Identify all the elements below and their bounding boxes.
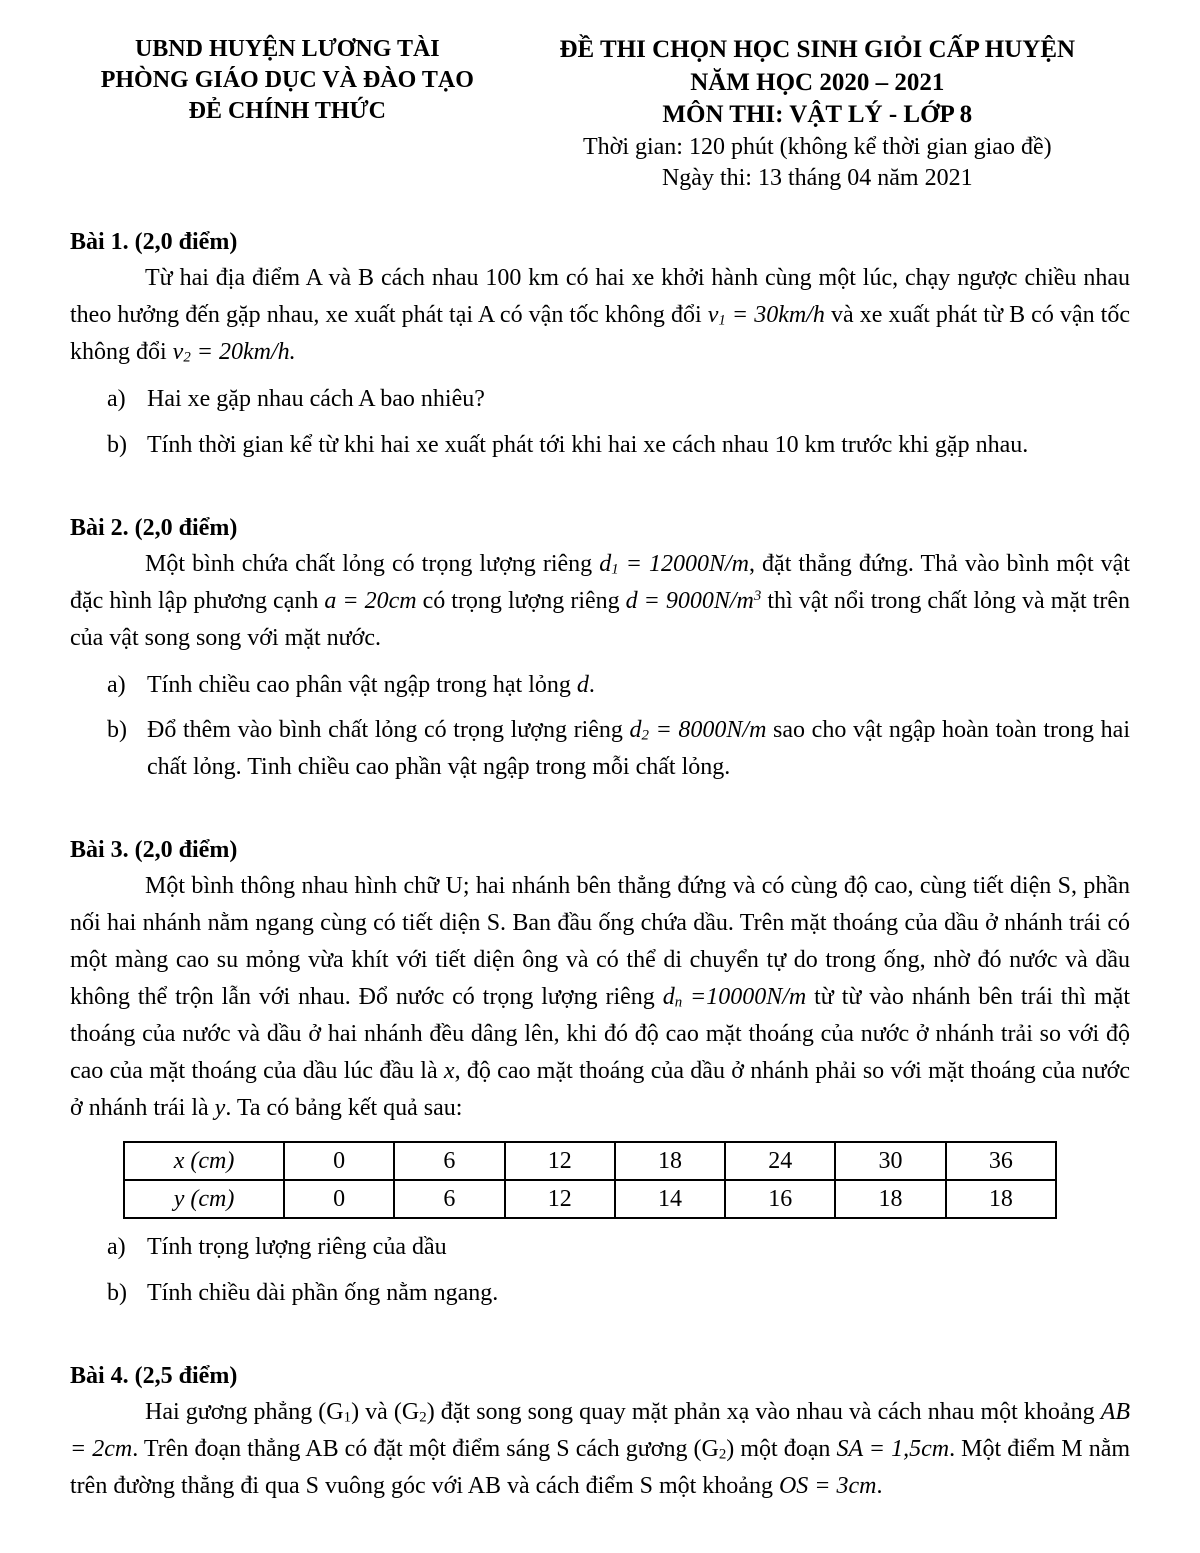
issuer-block [70, 34, 505, 194]
official-exam-label: ĐẺ CHÍNH THỨC [188, 98, 386, 125]
bai3-paragraph: Một bình thông nhau hình chữ U; hai nhánh bên thẳng đứng và có cùng độ cao, cùng tiết diện S, phần nối hai nhánh nằm ngang cùng có tiết diện S. Ban đầu ống chứa dầu. Trên mặt thoáng của dầu ở nhánh trái có một màng cao su mỏng vừa khít với tiết diện ông và có thể di chuyển tự do trong ống, nhờ đó nước và dầu không thể trộn lẫn với nhau. Đổ nước có trọng lượng riêng $d_n =10000N/m$ từ từ vào nhánh bên trái thì mặt thoáng của nước và dầu ở hai nhánh đều dâng lên, khi đó độ cao mặt thoáng của nước ở nhánh trải so với độ cao của mặt thoáng của dầu lúc đầu là x, độ cao mặt thoáng của dầu ở nhánh phải so với mặt thoáng của nước ở nhánh trái là y. Ta có bảng kết quả sau: [70, 873, 1131, 1122]
question-text: Tính trọng lượng riêng của dầu [147, 1234, 447, 1261]
duration-line: Thời gian: 120 phút (không kể thời gian giao đề) [582, 133, 1052, 160]
subject-line: MÔN THI: VẬT LÝ - LỚP 8 [662, 101, 973, 128]
question-marker: b) [107, 1279, 127, 1306]
bai4-heading: Bài 4. (2,5 điểm) [70, 1362, 238, 1389]
question-item [107, 381, 1130, 418]
question-marker: a) [107, 671, 126, 698]
value-cell: 0 [284, 1142, 394, 1180]
bai2-paragraph: Một bình chứa chất lỏng có trọng lượng riêng $d_1 = 12000N/m$, đặt thẳng đứng. Thả vào bình một vật đặc hình lập phương cạnh a = 20cm có trọng lượng riêng $d = 9000N/m^3$ thì vật nổi trong chất lỏng và mặt trên của vật song song với mặt nước. [70, 550, 1131, 651]
exam-header [70, 34, 1130, 194]
row-label-cell: y (cm) [124, 1180, 284, 1218]
bai3-questions [107, 1229, 1130, 1312]
bai1-questions [107, 381, 1130, 464]
bai2-heading: Bài 2. (2,0 điểm) [70, 514, 238, 541]
question-item [107, 712, 1130, 786]
section-bai-3 [70, 832, 1130, 1312]
school-year: NĂM HỌC 2020 – 2021 [690, 68, 945, 96]
question-text: Tính chiều cao phân vật ngập trong hạt lỏng d. [147, 671, 595, 698]
department-name: PHÒNG GIÁO DỤC VÀ ĐÀO TẠO [100, 67, 474, 94]
value-cell: 16 [725, 1180, 835, 1218]
value-cell: 12 [505, 1180, 615, 1218]
question-marker: b) [107, 431, 127, 458]
bai1-paragraph: Từ hai địa điểm A và B cách nhau 100 km có hai xe khởi hành cùng một lúc, chạy ngược chiều nhau theo hưởng đến gặp nhau, xe xuất phát tại A có vận tốc không đổi $v_1 = 30km/h$ và xe xuất phát từ B có vận tốc không đổi $v_2 = 20km/h$. [70, 264, 1130, 366]
question-text: Tính chiều dài phần ống nằm ngang. [147, 1279, 499, 1306]
bai1-heading: Bài 1. (2,0 điểm) [70, 228, 238, 255]
value-cell: 14 [615, 1180, 725, 1218]
question-text: Hai xe gặp nhau cách A bao nhiêu? [147, 385, 485, 412]
question-marker: a) [107, 385, 126, 412]
value-cell: 6 [394, 1180, 504, 1218]
question-text: Đổ thêm vào bình chất lỏng có trọng lượng riêng $d_2 = 8000N/m$ sao cho vật ngập hoàn toàn trong hai chất lỏng. Tinh chiều cao phần vật ngập trong mỗi chất lỏng. [147, 717, 1130, 781]
value-cell: 18 [615, 1142, 725, 1180]
value-cell: 6 [394, 1142, 504, 1180]
question-item [107, 427, 1130, 464]
value-cell: 12 [505, 1142, 615, 1180]
value-cell: 18 [946, 1180, 1056, 1218]
section-bai-4 [70, 1358, 1130, 1505]
bai2-questions [107, 667, 1130, 787]
question-item [107, 1275, 1130, 1312]
value-cell: 24 [725, 1142, 835, 1180]
question-item [107, 1229, 1130, 1266]
bai3-data-table [123, 1141, 1057, 1219]
bai4-paragraph: Hai gương phẳng $(G_1)$ và $(G_2)$ đặt song song quay mặt phản xạ vào nhau và cách nhau một khoảng AB = 2cm. Trên đoạn thẳng AB có đặt một điểm sáng S cách gương $(G_2)$ một đoạn SA = 1,5cm. Một điểm M nằm trên đường thẳng đi qua S vuông góc với AB và cách điểm S một khoảng OS = 3cm. [70, 1398, 1131, 1499]
exam-title: ĐỀ THI CHỌN HỌC SINH GIỎI CẤP HUYỆN [559, 36, 1076, 63]
question-marker: a) [107, 1234, 126, 1261]
table-row-x [124, 1142, 1056, 1180]
issuer-name: UBND HUYỆN LƯƠNG TÀI [134, 36, 440, 62]
value-cell: 30 [835, 1142, 945, 1180]
section-bai-1 [70, 224, 1130, 464]
bai3-heading: Bài 3. (2,0 điểm) [70, 837, 238, 864]
question-item [107, 667, 1130, 704]
exam-title-block [505, 34, 1130, 194]
value-cell: 0 [284, 1180, 394, 1218]
question-text: Tính thời gian kể từ khi hai xe xuất phát tới khi hai xe cách nhau 10 km trước khi gặp nhau. [147, 431, 1029, 458]
section-bai-2 [70, 510, 1130, 787]
question-marker: b) [107, 717, 127, 744]
exam-date-line: Ngày thi: 13 tháng 04 năm 2021 [661, 164, 973, 191]
table-row-y [124, 1180, 1056, 1218]
value-cell: 18 [835, 1180, 945, 1218]
value-cell: 36 [946, 1142, 1056, 1180]
row-label-cell: x (cm) [124, 1142, 284, 1180]
